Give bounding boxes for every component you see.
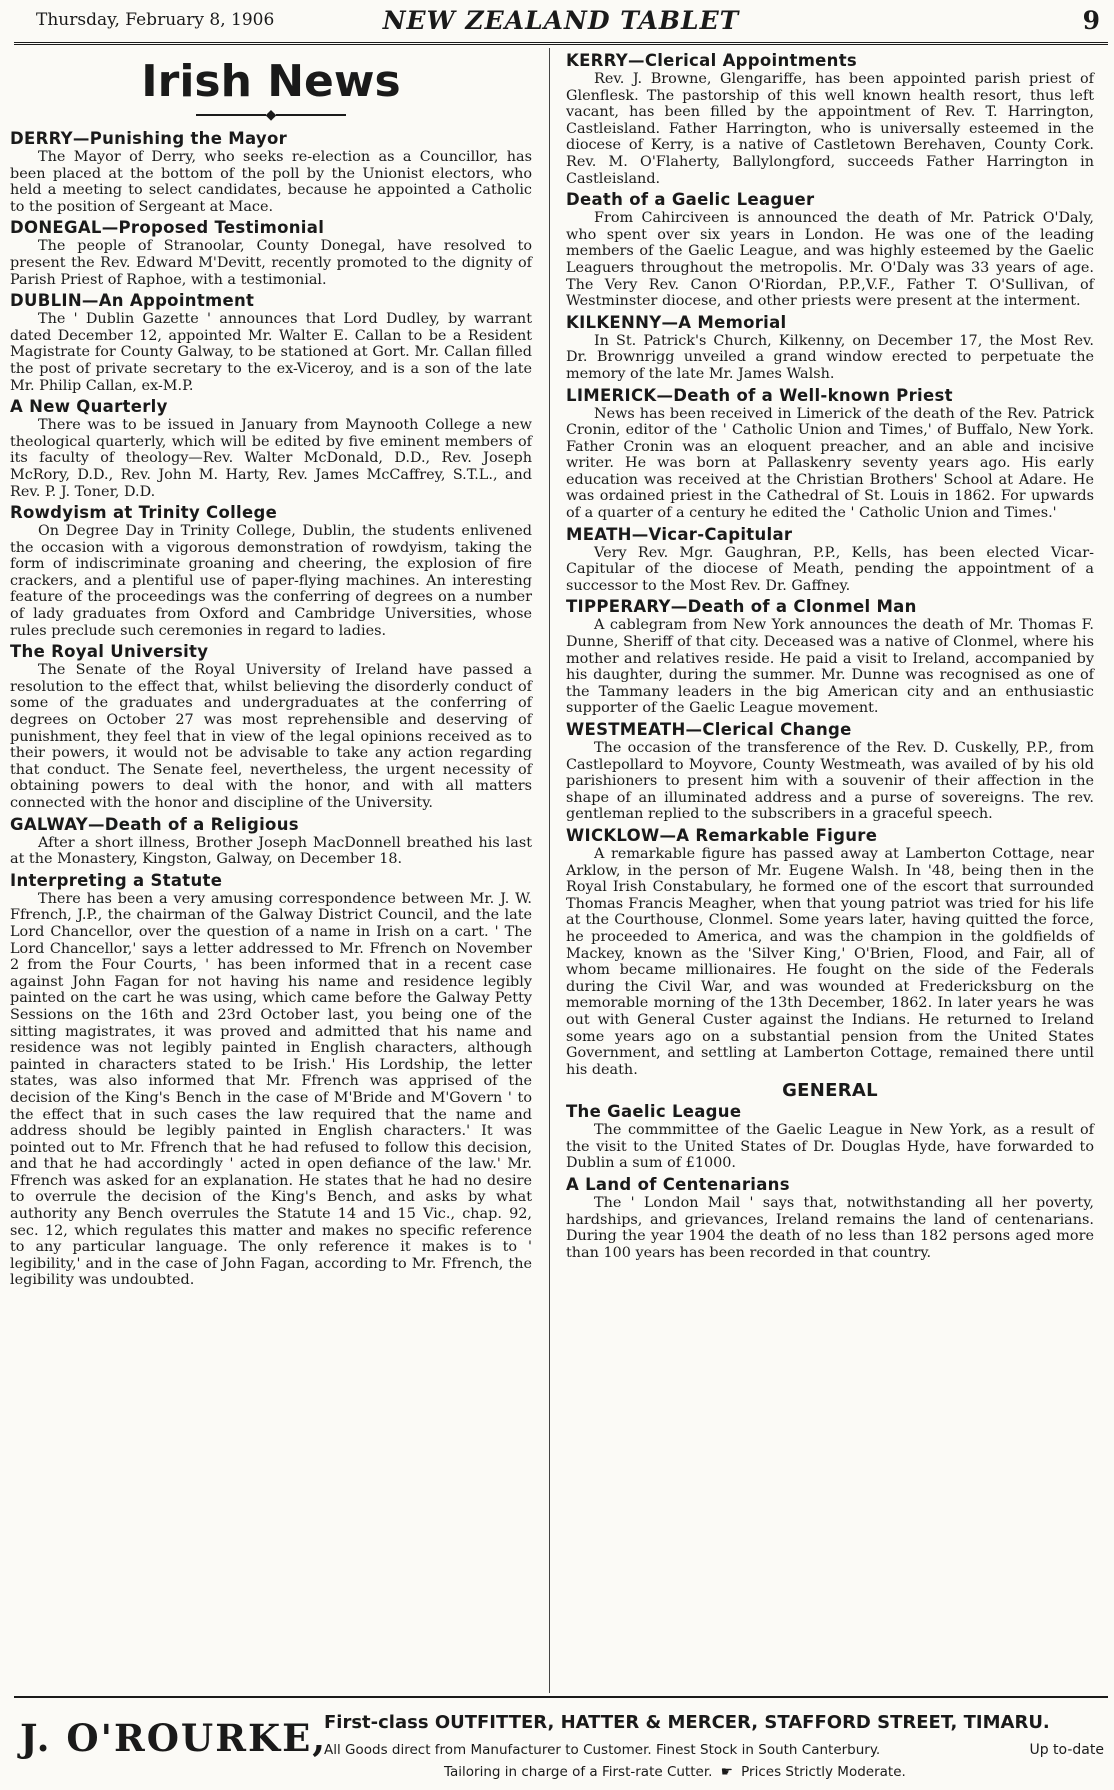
article-body: News has been received in Limerick of the death of the Rev. Patrick Cronin, editor of the ' Catholic Union and Times,' of Buffalo, New York. Father Cronin was an eloquent preacher, and an able and incisive writer. He was born at Pallaskenry seventy years ago. His early education was received at the Christian Brothers' School at Adare. He was ordained priest in the Cathedral of St. Louis in 1862. For upwards of a quarter of a century he edited the ' Catholic Union and Times.' (566, 405, 1094, 522)
section-title: Irish News (141, 56, 401, 107)
left-articles (10, 128, 532, 1289)
article-headline: DUBLIN—An Appointment (10, 291, 255, 311)
article (10, 396, 532, 500)
article-headline: MEATH—Vicar-Capitular (566, 524, 793, 544)
article-headline: Death of a Gaelic Leaguer (566, 190, 815, 210)
article-body: The commmittee of the Gaelic League in New York, as a result of the visit to the United States of Dr. Douglas Hyde, have forwarded to Dublin a sum of £1000. (566, 1122, 1094, 1172)
ad-line-outfitter: First-class OUTFITTER, HATTER & MERCER, STAFFORD STREET, TIMARU. (324, 1712, 1050, 1733)
article (566, 825, 1094, 1078)
article (566, 524, 1094, 595)
ad-tailoring-text: Tailoring in charge of a First-rate Cutter. (444, 1764, 713, 1780)
article-headline: DONEGAL—Proposed Testimonial (10, 218, 325, 238)
article (10, 641, 532, 811)
article-body: From Cahirciveen is announced the death of Mr. Patrick O'Daly, who spent over six years in London. He was one of the leading members of the Gaelic League, and was highly esteemed by the Gaelic Leaguers throughout the metropolis. Mr. O'Daly was 33 years of age. The Very Rev. Canon O'Riordan, P.P.,V.F., Father T. O'Sullivan, of Westminster diocese, and other priests were present at the interment. (566, 210, 1094, 310)
article-body: Rev. J. Browne, Glengariffe, has been appointed parish priest of Glenflesk. The pastorship of this well known health resort, thus left vacant, has been filled by the appointment of Rev. T. Harrington, Castleisland. Father Harrington, who is universally esteemed in the diocese of Kerry, is a native of Castletown Berehaven, County Cork. Rev. M. O'Flaherty, Ballylongford, succeeds Father Harrington in Castleisland. (566, 71, 1094, 187)
article (566, 312, 1094, 383)
article (10, 870, 532, 1289)
article-headline: WICKLOW—A Remarkable Figure (566, 825, 878, 845)
diamond-icon: ◆ (265, 107, 277, 123)
article (566, 719, 1094, 823)
article-headline: GALWAY—Death of a Religious (10, 814, 299, 834)
article (566, 50, 1094, 187)
article-body: On Degree Day in Trinity College, Dublin, the students enlivened the occasion with a vigorous demonstration of rowdyism, taking the form of indiscriminate groaning and cheering, the explosion of fire crackers, and a plentiful use of paper-flying machines. An interesting feature of the proceedings was the conferring of degrees on a number of lady graduates from Oxford and Cambridge Universities, whose rules preclude such ceremonies in regard to ladies. (10, 523, 532, 639)
masthead (14, 6, 1108, 45)
column-divider (549, 48, 550, 1693)
article-headline: Rowdyism at Trinity College (10, 503, 278, 523)
ad-line-goods: All Goods direct from Manufacturer to Customer. Finest Stock in South Canterbury. (324, 1742, 881, 1758)
left-column (10, 50, 532, 1291)
article-body: Very Rev. Mgr. Gaughran, P.P., Kells, has been elected Vicar-Capitular of the diocese of Meath, pending the appointment of a successor to the Most Rev. Dr. Gaffney. (566, 544, 1094, 594)
article-body: The ' London Mail ' says that, notwithstanding all her poverty, hardships, and grievances, Ireland remains the land of centenarians. During the year 1904 the death of no less than 182 persons aged more than 100 years has been recorded in that country. (566, 1195, 1094, 1261)
article-body: There was to be issued in January from Maynooth College a new theological quarterly, which will be edited by five eminent members of its faculty of theology—Rev. Walter McDonald, D.D., Rev. Joseph McRory, D.D., Rev. John M. Harty, Rev. James McCaffrey, S.T.L., and Rev. P. J. Toner, D.D. (10, 417, 532, 500)
article-body: There has been a very amusing correspondence between Mr. J. W. Ffrench, J.P., the chairman of the Galway District Council, and the late Lord Chancellor, over the question of a name in Irish on a cart. ' The Lord Chancellor,' says a letter addressed to Mr. Ffrench on November 2 from the Four Courts, ' has been informed that in a recent case against John Fagan for not having his name and residence legibly painted on the cart he was using, which came before the Galway Petty Sessions on the 16th and 23rd October last, you being one of the sitting magistrates, it was proved and admitted that his name and residence was not legibly painted in English characters, although painted in characters stated to be Irish.' His Lordship, the letter states, was also informed that Mr. Ffrench was apprised of the decision of the King's Bench in the case of M'Bride and M'Govern ' to the effect that in such cases the law required that the name and address should be legibly painted in English characters.' It was pointed out to Mr. Ffrench that he had refused to follow this decision, and that he had accordingly ' acted in open defiance of the law.' Mr. Ffrench was asked for an explanation. He states that he had no desire to overrule the decision of the King's Bench, and asks by what authority any Bench overrules the Statute 14 and 15 Vic., chap. 92, sec. 12, which regulates this matter and makes no specific reference to any particular language. The only reference it makes is to ' legibility,' and in the case of John Fagan, according to Mr. Ffrench, the legibility was undoubted. (10, 890, 532, 1289)
title-ornament (10, 108, 532, 122)
newspaper-title: NEW ZEALAND TABLET (382, 6, 740, 35)
article-body: The ' Dublin Gazette ' announces that Lord Dudley, by warrant dated December 12, appointed Mr. Walter E. Callan to be a Resident Magistrate for County Galway, to be stationed at Gort. Mr. Callan filled the post of private secretary to the ex-Viceroy, and is a son of the late Mr. Philip Callan, ex-M.P. (10, 311, 532, 394)
right-column (566, 50, 1094, 1263)
general-heading: GENERAL (782, 1080, 878, 1102)
article-body: In St. Patrick's Church, Kilkenny, on December 17, the Most Rev. Dr. Brownrigg unveiled a grand window erected to perpetuate the memory of the late Mr. James Walsh. (566, 332, 1094, 382)
article-headline: KILKENNY—A Memorial (566, 312, 787, 332)
article-body: The occasion of the transference of the Rev. D. Cuskelly, P.P., from Castlepollard to Moyvore, County Westmeath, was availed of by his old parishioners to present him with a souvenir of their affection in the shape of an illuminated address and a purse of sovereigns. The rev. gentleman replied to the subscribers in a graceful speech. (566, 740, 1094, 823)
article-headline: A New Quarterly (10, 397, 168, 417)
article-headline: The Gaelic League (566, 1102, 742, 1122)
article-body: The Mayor of Derry, who seeks re-election as a Councillor, has been placed at the bottom of the poll by the Unionist electors, who held a meeting to select candidates, because he appointed a Catholic to the position of Sergeant at Mace. (10, 149, 532, 215)
article (10, 128, 532, 215)
article-body: The Senate of the Royal University of Ireland have passed a resolution to the effect that, whilst believing the disorderly conduct of some of the graduates and undergraduates at the conferring of degrees on October 27 was most reprehensible and deserving of punishment, they feel that in view of the legal opinions received as to their powers, it would not be advisable to take any action regarding that conduct. The Senate feel, nevertheless, the urgent necessity of obtaining powers to deal with the honor, and with all matters connected with the honor and discipline of the University. (10, 662, 532, 811)
article-headline: Interpreting a Statute (10, 870, 223, 890)
article (566, 385, 1094, 522)
article-headline: TIPPERARY—Death of a Clonmel Man (566, 597, 917, 617)
general-articles (566, 1101, 1094, 1261)
ad-up-to-date: Up to-date (1029, 1742, 1104, 1758)
article (566, 1174, 1094, 1261)
article (566, 1101, 1094, 1172)
issue-date: Thursday, February 8, 1906 (36, 10, 275, 30)
article-body: A cablegram from New York announces the death of Mr. Thomas F. Dunne, Sheriff of that city. Deceased was a native of Clonmel, where his mother and relatives reside. He paid a visit to Ireland, accompanied by his daughter, during the summer. Mr. Dunne was recognised as one of the Tammany leaders in the big American city and an enthusiastic supporter of the Gaelic League movement. (566, 617, 1094, 717)
pointing-hand-icon: ☛ (720, 1764, 733, 1780)
ad-line-tailoring (444, 1764, 906, 1780)
page-number: 9 (1082, 6, 1100, 35)
ad-prices-text: Prices Strictly Moderate. (741, 1764, 906, 1780)
article (10, 217, 532, 288)
article-body: The people of Stranoolar, County Donegal, have resolved to present the Rev. Edward M'Devitt, recently promoted to the dignity of Parish Priest of Raphoe, with a testimonial. (10, 238, 532, 288)
article (10, 814, 532, 868)
right-articles (566, 50, 1094, 1078)
article (10, 502, 532, 639)
article-headline: A Land of Centenarians (566, 1175, 790, 1195)
article-headline: LIMERICK—Death of a Well-known Priest (566, 385, 953, 405)
article-headline: The Royal University (10, 642, 209, 662)
article (566, 596, 1094, 717)
article-body: After a short illness, Brother Joseph MacDonnell breathed his last at the Monastery, Kingston, Galway, on December 18. (10, 834, 532, 868)
article-headline: DERRY—Punishing the Mayor (10, 129, 288, 148)
advertisement (14, 1696, 1108, 1786)
article (10, 290, 532, 394)
article-headline: KERRY—Clerical Appointments (566, 51, 858, 70)
article-headline: WESTMEATH—Clerical Change (566, 720, 852, 739)
advertiser-name: J. O'ROURKE, (20, 1716, 328, 1760)
article (566, 189, 1094, 310)
article-body: A remarkable figure has passed away at Lamberton Cottage, near Arklow, in the person of Mr. Eugene Walsh. In '48, being then in the Royal Irish Constabulary, he formed one of the escort that surrounded Thomas Francis Meagher, when that young patriot was tried for his life at the Courthouse, Clonmel. Some years later, having quitted the force, he proceeded to America, and was the champion in the goldfields of Mackey, known as the 'Silver King,' O'Brien, Flood, and Fair, all of whom became millionaires. He fought on the side of the Federals during the Civil War, and was wounded at Fredericksburg on the memorable morning of the 13th December, 1862. In later years he was out with General Custer against the Indians. He returned to Ireland some years ago on a substantial pension from the United States Government, and settling at Lamberton Cottage, remained there until his death. (566, 845, 1094, 1078)
